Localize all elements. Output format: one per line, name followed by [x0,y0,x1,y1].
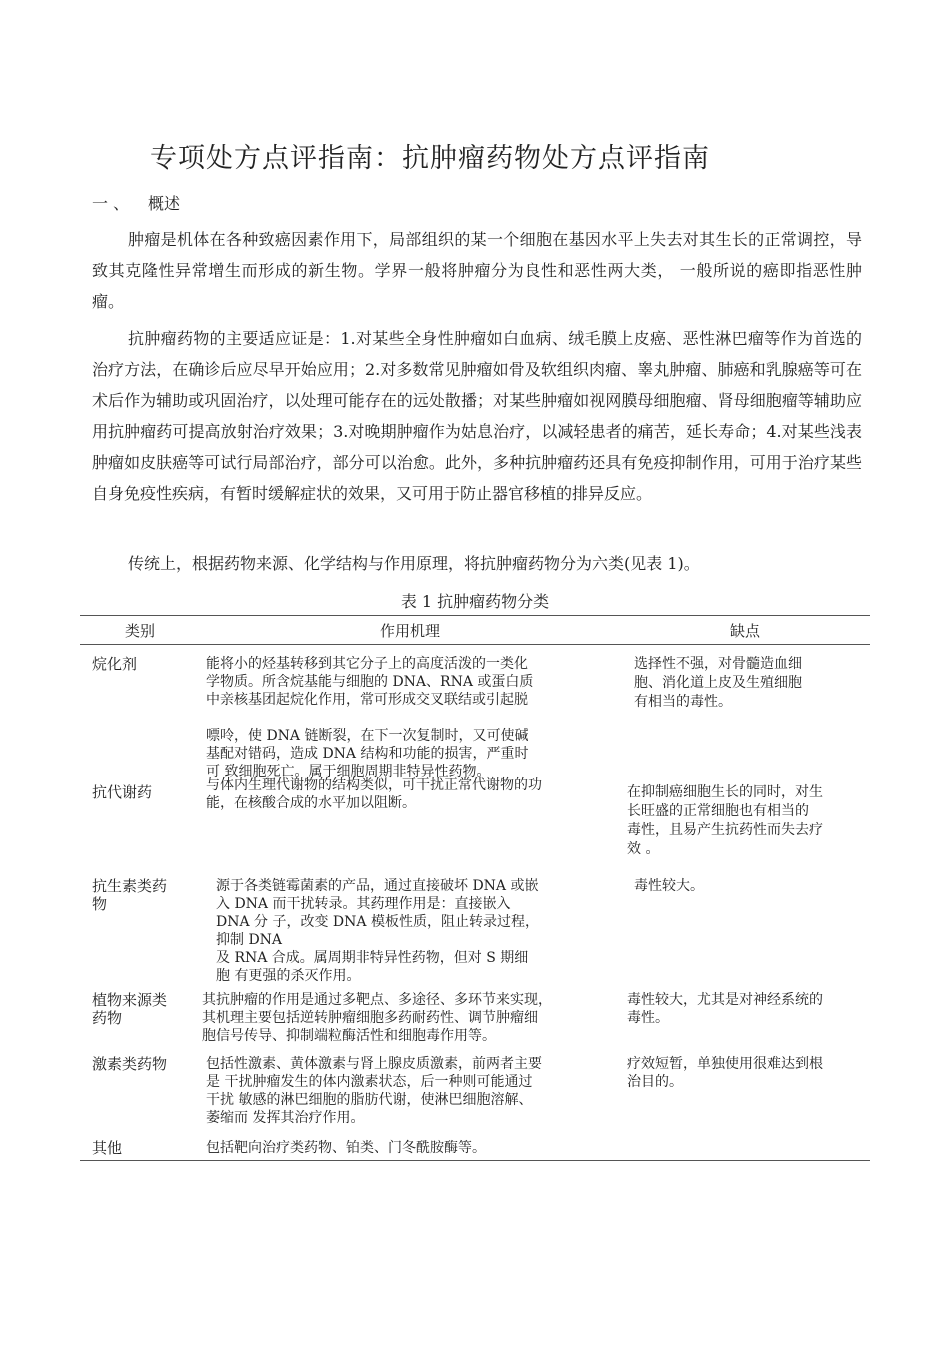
row-category: 植物来源类 药物 [92,991,168,1027]
row-mechanism: 能将小的烃基转移到其它分子上的高度活泼的一类化 学物质。所含烷基能与细胞的 DNA、RNA 或蛋白质 中亲核基团起烷化作用，常可形成交叉联结或引起脱 嘌呤，使 DNA 链断裂，在下一次复制时，又可使碱 基配对错码，造成 DNA 结构和功能的损害，严重时 可 致细胞死亡。属于细胞周期非特异性药物。 [206,656,534,780]
row-drawback: 选择性不强，对骨髓造血细 胞、消化道上皮及生殖细胞 有相当的毒性。 [634,656,802,710]
row-drawback: 在抑制癌细胞生长的同时，对生 长旺盛的正常细胞也有相当的 毒性，且易产生抗药性而失去疗 效 。 [627,784,823,857]
row-category: 抗生素类药 物 [92,877,168,913]
table-header-rule [80,644,870,645]
row-category: 烷化剂 [92,655,138,673]
row-drawback: 毒性较大，尤其是对神经系统的 毒性。 [627,992,823,1026]
row-mechanism: 源于各类链霉菌素的产品，通过直接破坏 DNA 或嵌 入 DNA 而干扰转录。其药理作用是：直接嵌入 DNA 分 子，改变 DNA 模板性质，阻止转录过程， 抑制 DNA 及 RNA 合成。属周期非特异性药物，但对 S 期细 胞 有更强的杀灭作用。 [216,878,539,984]
row-mechanism: 包括靶向治疗类药物、铂类、门冬酰胺酶等。 [206,1140,486,1156]
row-category: 抗代谢药 [92,783,153,801]
page-title: 专项处方点评指南：抗肿瘤药物处方点评指南 [150,143,710,174]
paragraph-intro: 肿瘤是机体在各种致癌因素作用下，局部组织的某一个细胞在基因水平上失去对其生长的正常调控，导致其克隆性异常增生而形成的新生物。学界一般将肿瘤分为良性和恶性两大类， 一般所说的癌即指恶性肿瘤。 [92,230,862,311]
table-top-rule [80,615,870,616]
header-category: 类别 [124,622,155,640]
section-label: 概述 [148,194,181,213]
row-drawback: 毒性较大。 [634,878,704,894]
header-mechanism: 作用机理 [379,622,440,640]
header-drawback: 缺点 [729,622,760,640]
paragraph-indications: 抗肿瘤药物的主要适应证是：1.对某些全身性肿瘤如白血病、绒毛膜上皮癌、恶性淋巴瘤等作为首选的治疗方法，在确诊后应尽早开始应用；2.对多数常见肿瘤如骨及软组织肉瘤、睾丸肿瘤、肺癌和乳腺癌等可在术后作为辅助或巩固治疗，以处理可能存在的远处散播；对某些肿瘤如视网膜母细胞瘤、肾母细胞瘤等辅助应用抗肿瘤药可提高放射治疗效果；3.对晚期肿瘤作为姑息治疗，以减轻患者的痛苦，延长寿命；4.对某些浅表肿瘤如皮肤癌等可试行局部治疗，部分可以治愈。此外，多种抗肿瘤药还具有免疫抑制作用，可用于治疗某些自身免疫性疾病，有暂时缓解症状的效果，又可用于防止器官移植的排异反应。 [92,329,862,503]
table-caption: 表 1 抗肿瘤药物分类 [400,592,550,611]
row-drawback: 疗效短暂，单独使用很难达到根 治目的。 [627,1056,823,1090]
row-mechanism: 与体内生理代谢物的结构类似，可干扰正常代谢物的功 能，在核酸合成的水平加以阻断。 [206,777,542,811]
row-category: 激素类药物 [92,1055,168,1073]
table-bottom-rule [80,1160,870,1161]
section-number: 一 、 [92,194,130,213]
section-heading [92,191,180,214]
row-category: 其他 [92,1139,123,1157]
row-mechanism: 包括性激素、黄体激素与肾上腺皮质激素，前两者主要 是 干扰肿瘤发生的体内激素状态，后一种则可能通过 干扰 敏感的淋巴细胞的脂肪代谢，使淋巴细胞溶解、 萎缩而 发挥其治疗作用。 [206,1056,542,1126]
paragraph-classification: 传统上，根据药物来源、化学结构与作用原理，将抗肿瘤药物分为六类(见表 1)。 [128,554,700,573]
row-mechanism: 其抗肿瘤的作用是通过多靶点、多途径、多环节来实现， 其机理主要包括逆转肿瘤细胞多药耐药性、调节肿瘤细 胞信号传导、抑制端粒酶活性和细胞毒作用等。 [202,992,552,1044]
